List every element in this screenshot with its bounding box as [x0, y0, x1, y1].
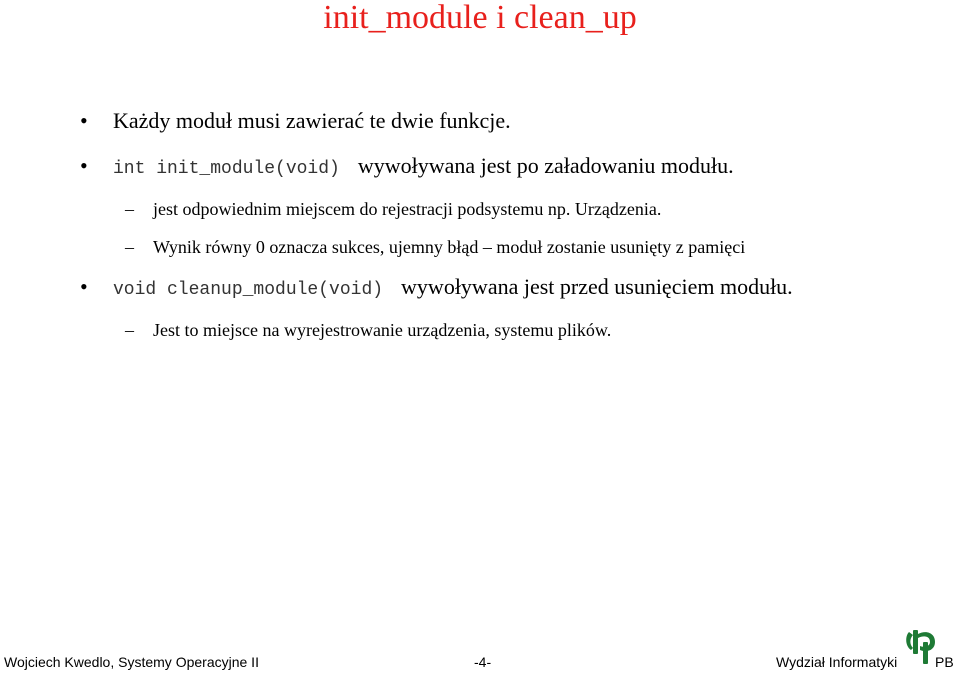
- sub-bullet-text: jest odpowiednim miejscem do rejestracji podsystemu np. Urządzenia.: [153, 199, 662, 219]
- bullet-text: wywoływana jest po załadowaniu modułu.: [357, 153, 734, 178]
- bullet-marker: •: [80, 153, 88, 178]
- bullet-text: wywoływana jest przed usunięciem modułu.: [401, 274, 793, 299]
- bullet-line: [113, 274, 793, 303]
- footer-author: Wojciech Kwedlo, Systemy Operacyjne II: [4, 654, 259, 670]
- sub-bullet-marker: –: [125, 320, 134, 340]
- code-snippet: void cleanup_module(void): [113, 280, 384, 300]
- logo-text: PB: [935, 654, 954, 670]
- code-snippet: int init_module(void): [113, 159, 340, 179]
- bullet-marker: •: [80, 274, 88, 299]
- faculty-logo-icon: [903, 628, 957, 677]
- sub-bullet-marker: –: [125, 199, 134, 219]
- footer-faculty: Wydział Informatyki: [776, 654, 898, 670]
- page-number: -4-: [474, 654, 492, 670]
- bullet-line: [113, 153, 734, 182]
- bullet-marker: •: [80, 108, 88, 133]
- sub-bullet-marker: –: [125, 237, 134, 257]
- sub-bullet-text: Wynik równy 0 oznacza sukces, ujemny błąd – moduł zostanie usunięty z pamięci: [153, 237, 746, 257]
- sub-bullet-text: Jest to miejsce na wyrejestrowanie urządzenia, systemu plików.: [153, 320, 612, 340]
- slide-title: init_module i clean_up: [323, 0, 637, 36]
- bullet-text: Każdy moduł musi zawierać te dwie funkcje.: [113, 108, 511, 133]
